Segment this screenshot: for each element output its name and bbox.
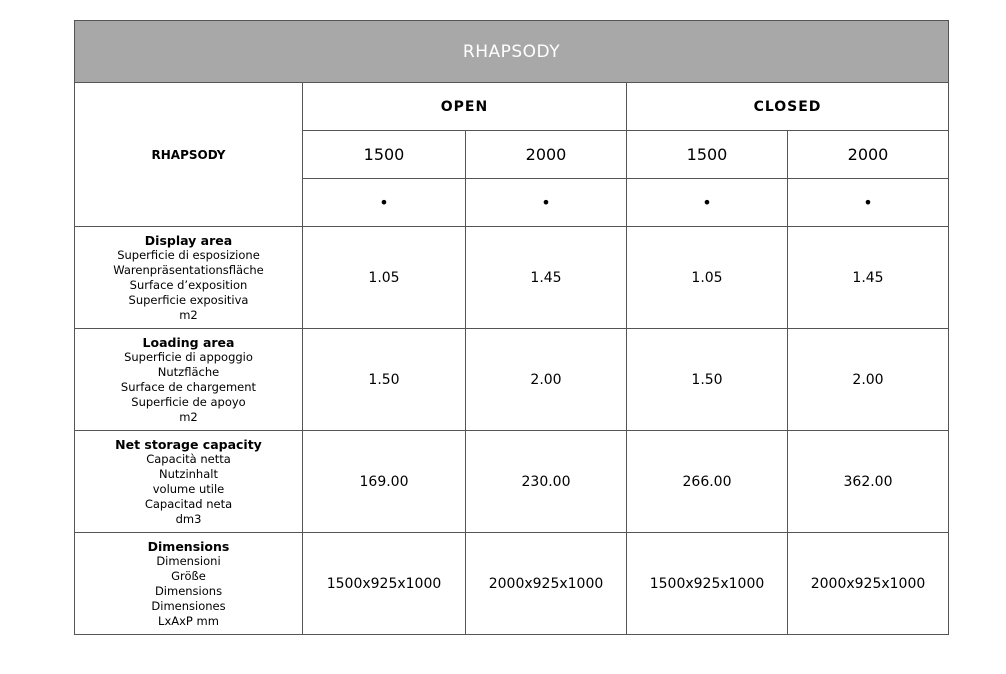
- row-label-head: Net storage capacity: [115, 436, 262, 452]
- group-header-open: OPEN: [303, 83, 627, 131]
- row-label-line: Superficie di esposizione: [117, 247, 260, 262]
- bullet-marker: •: [788, 179, 949, 227]
- table-row-dimensions: [75, 533, 949, 635]
- row-label-line: m2: [179, 307, 198, 322]
- row-label-line: Warenpräsentationsfläche: [113, 262, 264, 277]
- row-label-line: volume utile: [152, 481, 225, 496]
- row-label-head: Display area: [144, 232, 233, 248]
- row-label-head: Loading area: [142, 334, 235, 350]
- value-cell: 230.00: [466, 431, 627, 533]
- bullet-marker: •: [466, 179, 627, 227]
- size-header: 2000: [466, 131, 627, 179]
- row-label-line: Capacitad neta: [144, 496, 233, 511]
- value-cell: 1.05: [627, 227, 788, 329]
- row-label-line: Größe: [171, 568, 206, 583]
- row-label: [75, 533, 303, 635]
- value-cell: 1.05: [303, 227, 466, 329]
- row-label-line: Dimensiones: [151, 598, 226, 613]
- value-cell: 1500x925x1000: [303, 533, 466, 635]
- size-header: 1500: [627, 131, 788, 179]
- spec-table: [74, 20, 949, 635]
- group-header-row: [75, 83, 949, 131]
- row-label-head: Dimensions: [147, 538, 230, 554]
- table-row-display-area: [75, 227, 949, 329]
- row-label: [75, 227, 303, 329]
- row-label-line: Surface de chargement: [120, 379, 257, 394]
- row-label: [75, 431, 303, 533]
- bullet-marker: •: [303, 179, 466, 227]
- row-label-line: m2: [179, 409, 198, 424]
- value-cell: 2.00: [788, 329, 949, 431]
- row-label-line: Nutzinhalt: [159, 466, 218, 481]
- table-row-net-storage-capacity: [75, 431, 949, 533]
- row-label-line: Superficie di appoggio: [124, 349, 253, 364]
- row-label: [75, 329, 303, 431]
- table-row-loading-area: [75, 329, 949, 431]
- group-header-closed: CLOSED: [627, 83, 949, 131]
- row-label-line: dm3: [175, 511, 202, 526]
- value-cell: 1500x925x1000: [627, 533, 788, 635]
- corner-label: RHAPSODY: [75, 83, 303, 227]
- row-label-line: Superficie expositiva: [128, 292, 249, 307]
- title-row: [75, 21, 949, 83]
- value-cell: 266.00: [627, 431, 788, 533]
- row-label-line: Capacità netta: [146, 451, 231, 466]
- value-cell: 1.45: [788, 227, 949, 329]
- table-title: RHAPSODY: [75, 21, 949, 83]
- size-header: 1500: [303, 131, 466, 179]
- row-label-line: Superficie de apoyo: [131, 394, 246, 409]
- row-label-line: LxAxP mm: [158, 613, 219, 628]
- value-cell: 2.00: [466, 329, 627, 431]
- value-cell: 1.45: [466, 227, 627, 329]
- value-cell: 169.00: [303, 431, 466, 533]
- row-label-line: Nutzfläche: [157, 364, 220, 379]
- value-cell: 1.50: [627, 329, 788, 431]
- row-label-line: Dimensioni: [156, 553, 221, 568]
- bullet-marker: •: [627, 179, 788, 227]
- value-cell: 1.50: [303, 329, 466, 431]
- value-cell: 2000x925x1000: [466, 533, 627, 635]
- value-cell: 2000x925x1000: [788, 533, 949, 635]
- size-header: 2000: [788, 131, 949, 179]
- value-cell: 362.00: [788, 431, 949, 533]
- row-label-line: Dimensions: [154, 583, 223, 598]
- row-label-line: Surface d’exposition: [129, 277, 248, 292]
